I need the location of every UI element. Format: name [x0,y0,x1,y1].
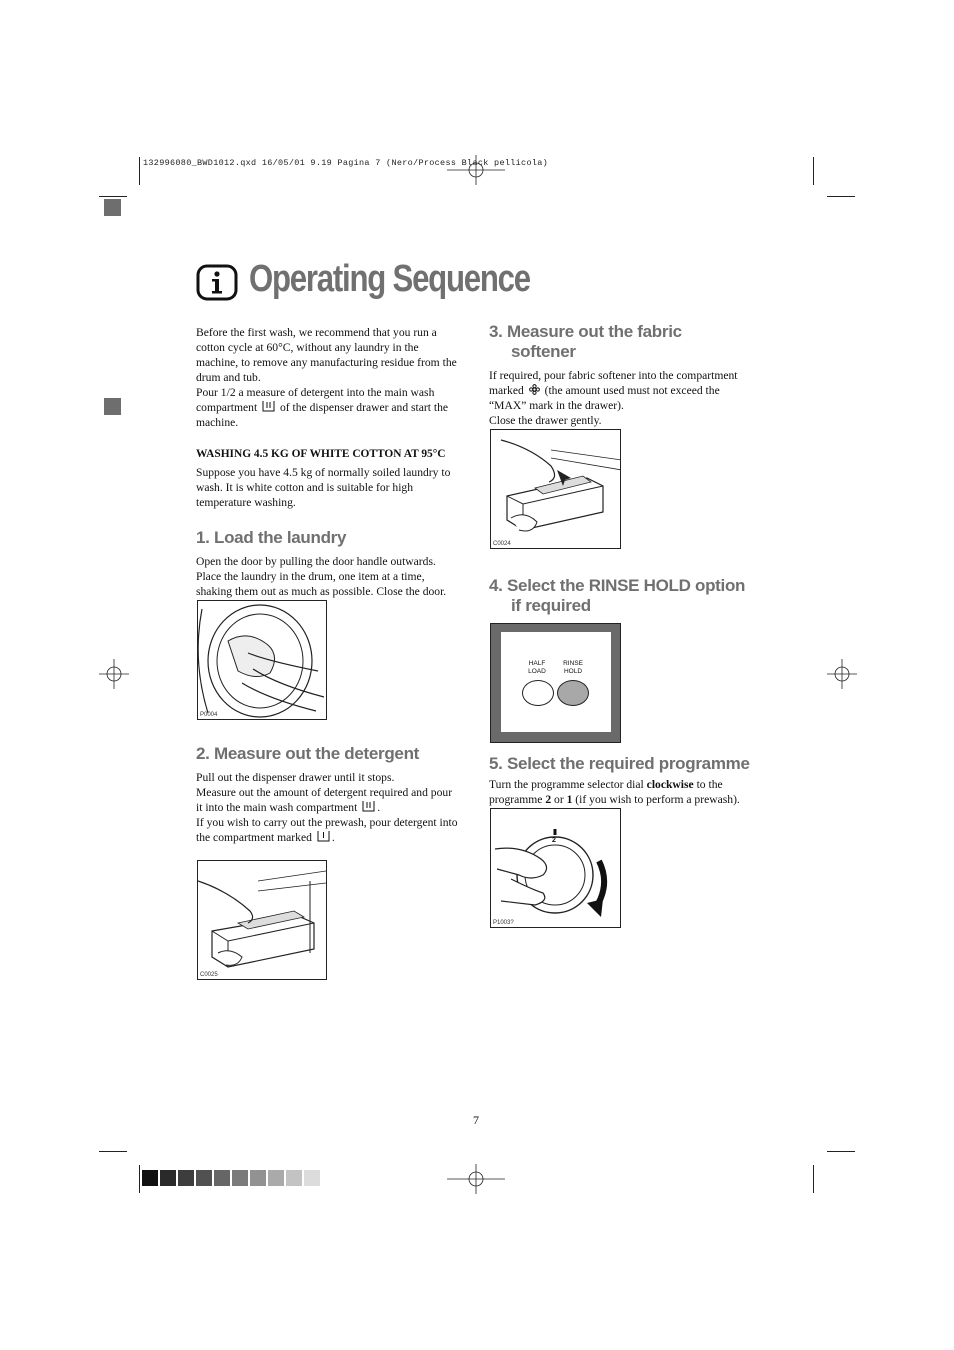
color-swatch [304,1170,320,1186]
step3-paragraph: If required, pour fabric softener into the compartment marked (the amount used must not exceed the “MAX” mark in the drawer). Close the drawer gently. [489,369,738,427]
figure-code: P0004 [200,712,218,718]
step4-heading: 4. Select the RINSE HOLD option if required [489,576,746,615]
load-laundry-illustration [197,600,327,720]
dial-mark-label: 2 [552,837,556,844]
step2-heading: 2. Measure out the detergent [196,744,420,763]
main-wash-symbol-icon [262,401,275,412]
page-title: Operating Sequence [249,258,530,300]
color-swatch [250,1170,266,1186]
color-swatch [142,1170,158,1186]
crop-mark [813,157,814,185]
step1-paragraph: Open the door by pulling the door handle outwards. Place the laundry in the drum, one item at a time, shaking them out as much as possible. Close the door. [196,555,447,598]
figure-code: P1003? [493,920,514,926]
programme-dial-illustration [490,808,621,928]
prewash-symbol-icon [317,831,330,842]
color-swatch [160,1170,176,1186]
intro-paragraph: Before the first wash, we recommend that you run a cotton cycle at 60°C, without any laundry in the machine, to remove any manufacturing residue from the drum and tub. Pour 1/2 a measure of detergent into the main wash compartment of the dispenser drawer and start the machine. [196,326,457,429]
step1-heading: 1. Load the laundry [196,528,347,547]
print-slug: 132996080_BWD1012.qxd 16/05/01 9.19 Pagina 7 (Nero/Process Black pellicola) [143,158,549,168]
rinse-hold-label: RINSE HOLD [563,660,583,675]
half-load-label: HALF LOAD [528,660,546,675]
washing-heading: WASHING 4.5 KG OF WHITE COTTON AT 95°C [196,448,446,460]
control-panel [501,632,611,732]
rinse-hold-button[interactable] [557,680,589,706]
margin-marker [104,398,121,415]
half-load-button[interactable] [522,680,554,706]
detergent-drawer-illustration [197,860,327,980]
registration-mark [447,1164,505,1194]
color-swatch [286,1170,302,1186]
color-swatch [196,1170,212,1186]
step3-heading: 3. Measure out the fabric softener [489,322,682,361]
crop-mark [827,1151,855,1152]
rinse-hold-panel-illustration [490,623,621,743]
softener-flower-icon [529,384,540,395]
registration-mark [447,155,505,185]
page-number: 7 [473,1113,479,1127]
step5-paragraph: Turn the programme selector dial clockwise to the programme 2 or 1 (if you wish to perform a prewash). [489,778,740,806]
crop-mark [99,196,127,197]
softener-drawer-illustration [490,429,621,549]
figure-code: C0025 [200,972,218,978]
color-swatch [232,1170,248,1186]
crop-mark [813,1165,814,1193]
washing-paragraph: Suppose you have 4.5 kg of normally soiled laundry to wash. It is white cotton and is suitable for high temperature washing. [196,466,451,509]
registration-mark [99,659,129,689]
figure-code: C0024 [493,541,511,547]
crop-mark [139,1165,140,1193]
step5-heading: 5. Select the required programme [489,754,750,773]
crop-mark [139,157,140,185]
info-icon [196,264,238,301]
main-wash-symbol-icon [362,801,375,812]
crop-mark [827,196,855,197]
color-swatch [178,1170,194,1186]
color-swatch [268,1170,284,1186]
registration-mark [827,659,857,689]
crop-mark [99,1151,127,1152]
color-swatch [214,1170,230,1186]
step2-paragraph: Pull out the dispenser drawer until it stops. Measure out the amount of detergent required and pour it into the main wash compartment . If you wish to carry out the prewash, pour detergent into the compartment marked . [196,771,458,844]
margin-marker [104,199,121,216]
